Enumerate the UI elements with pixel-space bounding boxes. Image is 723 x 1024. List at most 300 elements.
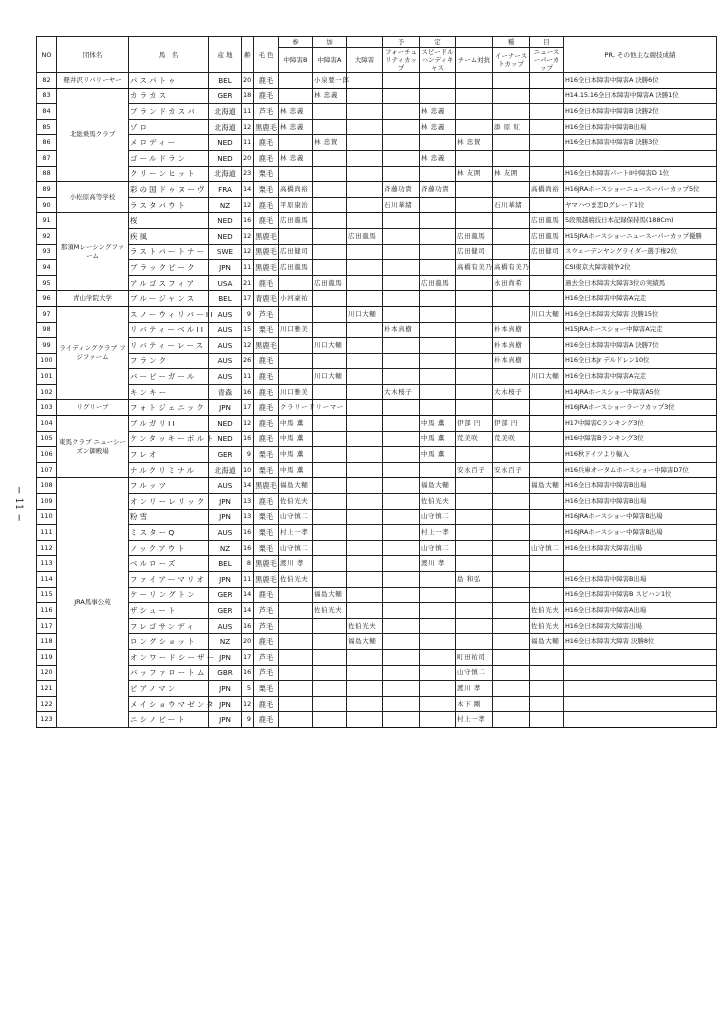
- event-entry-6: [493, 478, 530, 494]
- coat-color: 黒鹿毛: [254, 478, 279, 494]
- event-entry-2: [347, 213, 383, 229]
- origin: 北海道: [209, 166, 242, 182]
- row-number: 98: [37, 322, 57, 338]
- event-entry-6: [493, 369, 530, 385]
- event-entry-3: [383, 119, 420, 135]
- horse-name: 桜: [129, 213, 209, 229]
- event-entry-3: [383, 104, 420, 120]
- event-entry-2: [347, 494, 383, 510]
- table-row: [37, 618, 717, 634]
- origin: FRA: [209, 182, 242, 198]
- event-entry-2: [347, 322, 383, 338]
- coat-color: 鹿毛: [254, 400, 279, 416]
- origin: 北海道: [209, 104, 242, 120]
- event-entry-0: [279, 634, 313, 650]
- header-planned-8: 目: [530, 37, 564, 48]
- coat-color: 鹿毛: [254, 150, 279, 166]
- entry-table-sheet: [36, 36, 716, 728]
- event-entry-2: [347, 104, 383, 120]
- coat-color: 栗毛: [254, 166, 279, 182]
- table-row: [37, 509, 717, 525]
- origin: AUS: [209, 322, 242, 338]
- event-entry-5: [456, 478, 493, 494]
- horse-name: ゴールドラン: [129, 150, 209, 166]
- event-entry-3: [383, 150, 420, 166]
- event-entry-3: [383, 431, 420, 447]
- event-entry-5: 山守慎二: [456, 665, 493, 681]
- pr-record: H16全日本障害中障害B出場: [564, 119, 717, 135]
- pr-record: H16全日本障害大障害出場: [564, 618, 717, 634]
- event-entry-4: [420, 603, 456, 619]
- event-entry-0: [279, 618, 313, 634]
- event-entry-5: [456, 213, 493, 229]
- age: 12: [242, 338, 254, 354]
- coat-color: 芦毛: [254, 104, 279, 120]
- row-number: 102: [37, 384, 57, 400]
- table-row: [37, 634, 717, 650]
- event-entry-0: [279, 306, 313, 322]
- event-entry-1: [313, 572, 347, 588]
- event-entry-4: [420, 73, 456, 89]
- age: 11: [242, 104, 254, 120]
- horse-name: ケンタッキーボルト: [129, 431, 209, 447]
- event-entry-1: [313, 260, 347, 276]
- event-entry-0: 平原康治: [279, 197, 313, 213]
- horse-name: オンリーレリック: [129, 494, 209, 510]
- table-row: [37, 353, 717, 369]
- age: 17: [242, 291, 254, 307]
- pr-record: H16JRAホースショー中障害B出場: [564, 509, 717, 525]
- coat-color: 鹿毛: [254, 384, 279, 400]
- event-entry-2: [347, 400, 383, 416]
- horse-name: ノックアウト: [129, 540, 209, 556]
- origin: AUS: [209, 618, 242, 634]
- event-entry-7: [530, 681, 564, 697]
- event-entry-0: [279, 587, 313, 603]
- event-entry-2: [347, 587, 383, 603]
- age: 18: [242, 88, 254, 104]
- pr-record: H14JRAホースショー中障害A5位: [564, 384, 717, 400]
- pr-record: H16全日本障害中障害B出場: [564, 572, 717, 588]
- coat-color: 鹿毛: [254, 587, 279, 603]
- header-event-1: 中障害A: [313, 48, 347, 73]
- event-entry-3: [383, 525, 420, 541]
- event-entry-1: [313, 525, 347, 541]
- origin: AUS: [209, 353, 242, 369]
- header-planned-7: 種: [493, 37, 530, 48]
- event-entry-3: [383, 291, 420, 307]
- event-entry-1: [313, 306, 347, 322]
- age: 21: [242, 275, 254, 291]
- event-entry-2: [347, 681, 383, 697]
- coat-color: 鹿毛: [254, 135, 279, 151]
- origin: GER: [209, 447, 242, 463]
- event-entry-6: 高橋有美乃: [493, 260, 530, 276]
- pr-record: CSI東京大障害競争2位: [564, 260, 717, 276]
- event-entry-2: [347, 712, 383, 728]
- event-entry-2: [347, 572, 383, 588]
- event-entry-0: 渡川 孝: [279, 556, 313, 572]
- coat-color: 栗毛: [254, 462, 279, 478]
- origin: BEL: [209, 291, 242, 307]
- table-row: [37, 447, 717, 463]
- event-entry-4: [420, 400, 456, 416]
- event-entry-6: 伊部 円: [493, 416, 530, 432]
- event-entry-0: 中馬 薫: [279, 447, 313, 463]
- event-entry-2: [347, 649, 383, 665]
- table-row: [37, 712, 717, 728]
- row-number: 97: [37, 306, 57, 322]
- event-entry-4: [420, 618, 456, 634]
- event-entry-5: 島 和弘: [456, 572, 493, 588]
- event-entry-5: 伊部 円: [456, 416, 493, 432]
- coat-color: 鹿毛: [254, 431, 279, 447]
- event-entry-5: [456, 509, 493, 525]
- origin: NED: [209, 416, 242, 432]
- event-entry-7: 広田龍馬: [530, 213, 564, 229]
- event-entry-4: 村上一孝: [420, 525, 456, 541]
- group-name: JRA馬事公苑: [57, 478, 129, 728]
- origin: AUS: [209, 525, 242, 541]
- event-entry-4: [420, 665, 456, 681]
- horse-name: ケーリングトン: [129, 587, 209, 603]
- pr-record: H16全日本障害大障害出場: [564, 540, 717, 556]
- event-entry-6: [493, 618, 530, 634]
- event-entry-7: [530, 73, 564, 89]
- table-body: [37, 73, 717, 728]
- event-entry-3: [383, 73, 420, 89]
- event-entry-4: [420, 587, 456, 603]
- table-row: [37, 540, 717, 556]
- origin: 北海道: [209, 462, 242, 478]
- event-entry-0: 山守慎二: [279, 540, 313, 556]
- event-entry-1: [313, 649, 347, 665]
- event-entry-5: [456, 88, 493, 104]
- event-entry-0: 林 忠義: [279, 104, 313, 120]
- event-entry-7: [530, 556, 564, 572]
- event-entry-1: 小泉要一郎: [313, 73, 347, 89]
- horse-name: ミスターQ: [129, 525, 209, 541]
- event-entry-4: [420, 306, 456, 322]
- table-row: [37, 244, 717, 260]
- event-entry-5: 林 友囲: [456, 166, 493, 182]
- event-entry-0: 広田健司: [279, 244, 313, 260]
- coat-color: 鹿毛: [254, 494, 279, 510]
- event-entry-6: 安永百子: [493, 462, 530, 478]
- event-entry-5: [456, 150, 493, 166]
- event-entry-5: [456, 291, 493, 307]
- row-number: 92: [37, 228, 57, 244]
- pr-record: [564, 681, 717, 697]
- age: 11: [242, 135, 254, 151]
- age: 16: [242, 525, 254, 541]
- event-entry-4: [420, 353, 456, 369]
- horse-name: キンキー: [129, 384, 209, 400]
- origin: NED: [209, 431, 242, 447]
- row-number: 87: [37, 150, 57, 166]
- group-name: 那須Mレーシングファーム: [57, 213, 129, 291]
- event-entry-6: [493, 88, 530, 104]
- age: 16: [242, 384, 254, 400]
- event-entry-5: [456, 525, 493, 541]
- table-row: [37, 400, 717, 416]
- table-row: [37, 696, 717, 712]
- event-entry-5: [456, 587, 493, 603]
- coat-color: 鹿毛: [254, 197, 279, 213]
- event-entry-1: [313, 696, 347, 712]
- age: 12: [242, 416, 254, 432]
- event-entry-0: 林 忠義: [279, 119, 313, 135]
- header-event-0: 中障害B: [279, 48, 313, 73]
- event-entry-4: [420, 260, 456, 276]
- event-entry-0: [279, 665, 313, 681]
- horse-name: バッファロートム: [129, 665, 209, 681]
- header-no: NO: [37, 37, 57, 73]
- event-entry-2: [347, 384, 383, 400]
- event-entry-6: [493, 244, 530, 260]
- table-row: [37, 478, 717, 494]
- event-entry-7: [530, 431, 564, 447]
- group-name: リグリーブ: [57, 400, 129, 416]
- event-entry-0: [279, 73, 313, 89]
- event-entry-2: [347, 88, 383, 104]
- table-row: [37, 104, 717, 120]
- event-entry-7: [530, 649, 564, 665]
- event-entry-5: [456, 400, 493, 416]
- event-entry-3: [383, 509, 420, 525]
- event-entry-2: [347, 509, 383, 525]
- event-entry-2: [347, 556, 383, 572]
- origin: NED: [209, 135, 242, 151]
- event-entry-6: [493, 540, 530, 556]
- event-entry-3: [383, 260, 420, 276]
- age: 13: [242, 494, 254, 510]
- event-entry-6: [493, 104, 530, 120]
- event-entry-3: [383, 696, 420, 712]
- event-entry-3: [383, 338, 420, 354]
- horse-name: ザシュート: [129, 603, 209, 619]
- horse-name: オンワードシーザー: [129, 649, 209, 665]
- event-entry-5: [456, 447, 493, 463]
- event-entry-6: 朴本真樹: [493, 338, 530, 354]
- event-entry-6: [493, 182, 530, 198]
- event-entry-4: [420, 244, 456, 260]
- origin: 青森: [209, 384, 242, 400]
- origin: NZ: [209, 197, 242, 213]
- pr-record: H16全日本障害中障害B スピハン1位: [564, 587, 717, 603]
- coat-color: 芦毛: [254, 603, 279, 619]
- pr-record: [564, 665, 717, 681]
- row-number: 89: [37, 182, 57, 198]
- event-entry-7: [530, 696, 564, 712]
- horse-name: ブランドカスバ: [129, 104, 209, 120]
- pr-record: H16全日本障害中障害B 決勝2位: [564, 104, 717, 120]
- pr-record: H16全日本障害中障害A完走: [564, 369, 717, 385]
- age: 12: [242, 228, 254, 244]
- origin: USA: [209, 275, 242, 291]
- row-number: 114: [37, 572, 57, 588]
- header-age: 齢: [242, 37, 254, 73]
- event-entry-3: [383, 603, 420, 619]
- header-planned-2: 加: [313, 37, 347, 48]
- event-entry-7: 福島大輔: [530, 634, 564, 650]
- row-number: 111: [37, 525, 57, 541]
- header-event-4: スピードルハンディキャス: [421, 48, 454, 72]
- event-entry-6: [493, 649, 530, 665]
- horse-name: パスパトゥ: [129, 73, 209, 89]
- event-entry-7: 佐伯光夫: [530, 618, 564, 634]
- event-entry-6: 大木桜子: [493, 384, 530, 400]
- event-entry-4: [420, 338, 456, 354]
- event-entry-5: [456, 73, 493, 89]
- event-entry-4: [420, 696, 456, 712]
- entry-table: [36, 36, 717, 728]
- event-entry-2: [347, 338, 383, 354]
- row-number: 113: [37, 556, 57, 572]
- row-number: 123: [37, 712, 57, 728]
- header-event-3: フォーチュリティカップ: [383, 48, 420, 73]
- header-pr: PR, その他主な競技成績: [564, 37, 717, 73]
- event-entry-0: [279, 166, 313, 182]
- origin: SWE: [209, 244, 242, 260]
- horse-name: ゾロ: [129, 119, 209, 135]
- event-entry-4: 広田龍馬: [420, 275, 456, 291]
- event-entry-6: [493, 447, 530, 463]
- event-entry-2: [347, 447, 383, 463]
- row-number: 122: [37, 696, 57, 712]
- event-entry-6: 林 友囲: [493, 166, 530, 182]
- coat-color: 芦毛: [254, 618, 279, 634]
- horse-name: ブラックピーク: [129, 260, 209, 276]
- event-entry-0: [279, 353, 313, 369]
- event-entry-3: [383, 494, 420, 510]
- event-entry-7: [530, 447, 564, 463]
- age: 5: [242, 681, 254, 697]
- horse-name: メイショウマゼンタ: [129, 696, 209, 712]
- group-name: 小松原高等学校: [57, 182, 129, 213]
- event-entry-6: [493, 213, 530, 229]
- row-number: 101: [37, 369, 57, 385]
- event-entry-5: [456, 104, 493, 120]
- header-planned-4: 予: [383, 37, 420, 48]
- table-row: [37, 119, 717, 135]
- event-entry-0: 中馬 薫: [279, 462, 313, 478]
- event-entry-0: [279, 228, 313, 244]
- row-number: 116: [37, 603, 57, 619]
- horse-name: リバティーレース: [129, 338, 209, 354]
- horse-name: ファイアーマリオ: [129, 572, 209, 588]
- age: 14: [242, 603, 254, 619]
- horse-name: スノーウィリバーII: [129, 306, 209, 322]
- group-name: ライディングクラブ フジファーム: [57, 306, 129, 400]
- event-entry-4: 林 忠義: [420, 104, 456, 120]
- table-row: [37, 260, 717, 276]
- event-entry-7: [530, 416, 564, 432]
- pr-record: H16全日本Jr デルドレン10位: [564, 353, 717, 369]
- table-row: [37, 73, 717, 89]
- event-entry-7: [530, 338, 564, 354]
- header-event-7: ニュースーパーカップ: [530, 48, 564, 73]
- horse-name: フォトジェニック: [129, 400, 209, 416]
- event-entry-5: 村上一孝: [456, 712, 493, 728]
- event-entry-2: [347, 244, 383, 260]
- table-row: [37, 556, 717, 572]
- event-entry-3: [383, 369, 420, 385]
- event-entry-1: [313, 618, 347, 634]
- pr-record: H16全日本障害大障害 決勝8位: [564, 634, 717, 650]
- origin: AUS: [209, 338, 242, 354]
- event-entry-1: [313, 509, 347, 525]
- event-entry-1: 福島大輔: [313, 587, 347, 603]
- horse-name: バービーガール: [129, 369, 209, 385]
- row-number: 83: [37, 88, 57, 104]
- age: 11: [242, 572, 254, 588]
- event-entry-2: [347, 73, 383, 89]
- row-number: 110: [37, 509, 57, 525]
- event-entry-6: 添 原 紅: [493, 119, 530, 135]
- event-entry-0: 村上一孝: [279, 525, 313, 541]
- origin: AUS: [209, 306, 242, 322]
- event-entry-7: [530, 291, 564, 307]
- event-entry-0: 福島大輔: [279, 478, 313, 494]
- event-entry-4: [420, 649, 456, 665]
- horse-name: クリーンヒット: [129, 166, 209, 182]
- origin: NZ: [209, 634, 242, 650]
- header-event-5: チーム対抗: [456, 48, 493, 73]
- event-entry-1: [313, 712, 347, 728]
- pr-record: [564, 696, 717, 712]
- event-entry-1: [313, 494, 347, 510]
- event-entry-7: [530, 150, 564, 166]
- event-entry-7: [530, 587, 564, 603]
- coat-color: 鹿毛: [254, 73, 279, 89]
- event-entry-7: [530, 353, 564, 369]
- event-entry-0: 川口雅美: [279, 322, 313, 338]
- event-entry-4: [420, 712, 456, 728]
- horse-name: 疾風: [129, 228, 209, 244]
- event-entry-0: 佐伯光夫: [279, 572, 313, 588]
- event-entry-2: [347, 416, 383, 432]
- event-entry-2: [347, 275, 383, 291]
- event-entry-2: [347, 197, 383, 213]
- origin: JPN: [209, 509, 242, 525]
- pr-record: H16全日本障害中障害B 決勝3位: [564, 135, 717, 151]
- origin: 北海道: [209, 119, 242, 135]
- event-entry-1: [313, 104, 347, 120]
- pr-record: [564, 150, 717, 166]
- coat-color: 鹿毛: [254, 88, 279, 104]
- pr-record: 5段飛越競技日本記録保持馬(188Cm): [564, 213, 717, 229]
- header-planned-1: 参: [279, 37, 313, 48]
- origin: NED: [209, 213, 242, 229]
- table-row: [37, 135, 717, 151]
- event-entry-3: [383, 447, 420, 463]
- pr-record: H16全日本障害中障害A完走: [564, 291, 717, 307]
- horse-name: ラスタバウト: [129, 197, 209, 213]
- coat-color: 芦毛: [254, 665, 279, 681]
- coat-color: 栗毛: [254, 447, 279, 463]
- event-entry-2: [347, 369, 383, 385]
- row-number: 88: [37, 166, 57, 182]
- origin: AUS: [209, 478, 242, 494]
- header-group: 団体名: [57, 37, 129, 73]
- horse-name: フルッツ: [129, 478, 209, 494]
- event-entry-4: [420, 384, 456, 400]
- row-number: 106: [37, 447, 57, 463]
- coat-color: 鹿毛: [254, 696, 279, 712]
- event-entry-2: [347, 135, 383, 151]
- event-entry-2: [347, 525, 383, 541]
